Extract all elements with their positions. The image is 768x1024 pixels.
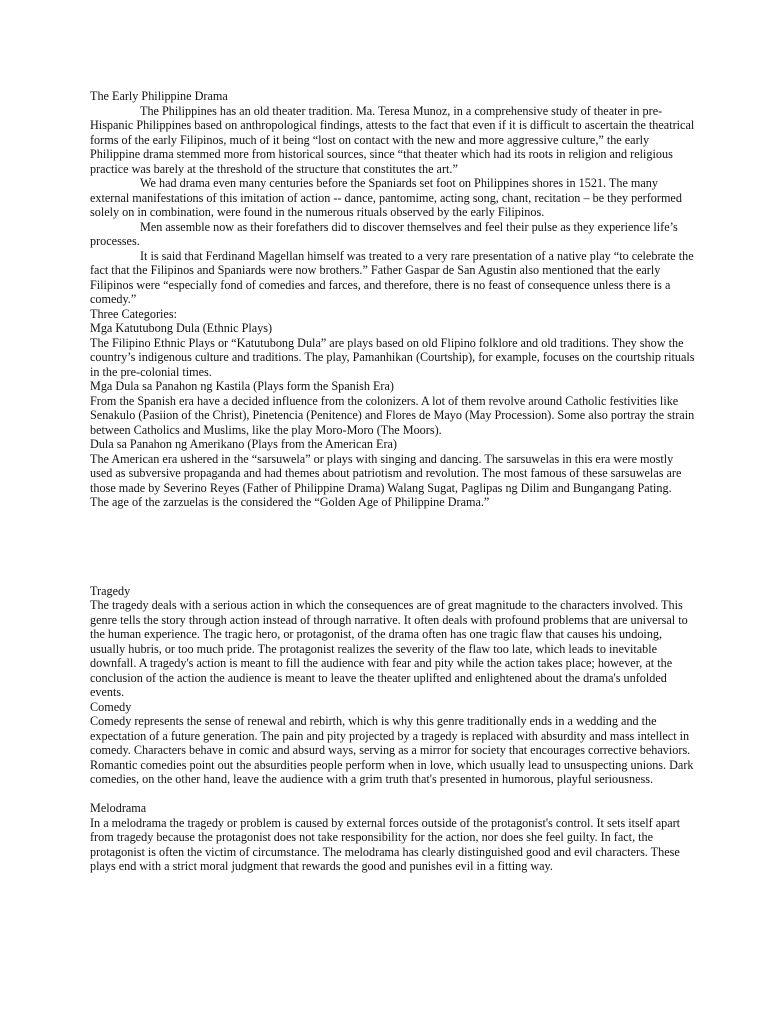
- category-title: Mga Katutubong Dula (Ethnic Plays): [90, 321, 273, 335]
- paragraph-gap: [90, 787, 698, 802]
- category-body: From the Spanish era have a decided influence from the colonizers. A lot of them revolve around Catholic festivities like Senakulo (Pasiion of the Christ), Pinetencia (Penitence) and Flores de Mayo (May Procession). Some also portray the strain between Catholics and Muslims, like the play Moro-Moro (The Moors).: [90, 393, 695, 437]
- category-body: The American era ushered in the “sarsuwela” or plays with singing and dancing. The sarsuwelas in this era were mostly used as subversive propaganda and had themes about patriotism and revolution. The most famous of these sarsuwelas are those made by Severino Reyes (Father of Philippine Drama) Walang Sugat, Paglipas ng Dilim and Bungangang Pating.: [90, 451, 682, 495]
- paragraph: We had drama even many centuries before the Spaniards set foot on Philippines shores in 1521. The many external manifestations of this imitation of action -- dance, pantomime, acting song, chant, recitation – be they performed solely on in combination, were found in the numerous rituals observed by the early Filipinos.: [90, 176, 682, 219]
- category-body: The Filipino Ethnic Plays or “Katutubong Dula” are plays based on old Flipino folklore and old traditions. They show the country’s indigenous culture and traditions. The play, Pamanhikan (Courtship), for example, focuses on the courtship rituals in the pre-colonial times.: [90, 335, 695, 379]
- tragedy-heading: Tragedy: [90, 583, 131, 598]
- section-early-drama: [90, 89, 698, 510]
- comedy-body: Comedy represents the sense of renewal and rebirth, which is why this genre traditionally ends in a wedding and the expectation of a future generation. The pain and pity projected by a tragedy is replaced with absurdity and mass intellect in comedy. Characters behave in comic and absurd ways, serving as a mirror for society that encourages corrective behaviors. Romantic comedies point out the absurdities people perform when in love, which usually lead to unsuspecting unions. Dark comedies, on the other hand, leave the audience with a grim truth that's presented in humorous, playful seriousness.: [90, 714, 694, 786]
- melodrama-body: In a melodrama the tragedy or problem is caused by external forces outside of the protagonist's control. It sets itself apart from tragedy because the protagonist does not take responsibility for the action, nor does she feel guilty. In fact, the protagonist is often the victim of circumstance. The melodrama has clearly distinguished good and evil characters. These plays end with a strict moral judgment that rewards the good and punishes evil in a fitting way.: [90, 815, 681, 873]
- category-title: Dula sa Panahon ng Amerikano (Plays from the American Era): [90, 437, 397, 451]
- paragraph: Men assemble now as their forefathers did to discover themselves and feel their pulse as they experience life’s processes.: [90, 219, 678, 248]
- melodrama-heading: Melodrama: [90, 801, 147, 815]
- closing-paragraph: The age of the zarzuelas is the considered the “Golden Age of Philippine Drama.”: [90, 495, 490, 509]
- paragraph: The Philippines has an old theater tradition. Ma. Teresa Munoz, in a comprehensive study of theater in pre-Hispanic Philippines based on anthropological findings, attests to the fact that even if it is difficult to ascertain the theatrical forms of the early Filipinos, much of it being “lost on contact with the new and more aggressive culture,” the early Philippine drama stemmed more from historical sources, since “that theater which had its roots in religion and religious practice was barely at the threshold of the structure that constitutes the art.”: [90, 103, 695, 176]
- categories-label: Three Categories:: [90, 306, 177, 321]
- paragraph: It is said that Ferdinand Magellan himself was treated to a very rare presentation of a native play “to celebrate the fact that the Filipinos and Spaniards were now brothers.” Father Gaspar de San Agustin also mentioned that the early Filipinos were “especially fond of comedies and farces, and therefore, there is no feast of consequence unless there is a comedy.”: [90, 248, 694, 306]
- category-title: Mga Dula sa Panahon ng Kastila (Plays form the Spanish Era): [90, 379, 394, 393]
- section-genres: [90, 584, 698, 874]
- comedy-heading: Comedy: [90, 699, 132, 714]
- tragedy-body: The tragedy deals with a serious action in which the consequences are of great magnitude to the characters involved. This genre tells the story through action instead of through narrative. It often deals with profound problems that are universal to the human experience. The tragic hero, or protagonist, of the drama often has one tragic flaw that causes his undoing, usually hubris, or too much pride. The protagonist realizes the severity of the flaw too late, which leads to inevitable downfall. A tragedy's action is meant to fill the audience with fear and pity while the action takes place; however, at the conclusion of the action the audience is meant to leave the theater uplifted and enlightened about the drama's unfolded events.: [90, 598, 688, 699]
- section-title: The Early Philippine Drama: [90, 89, 228, 103]
- section-spacer: [90, 510, 698, 584]
